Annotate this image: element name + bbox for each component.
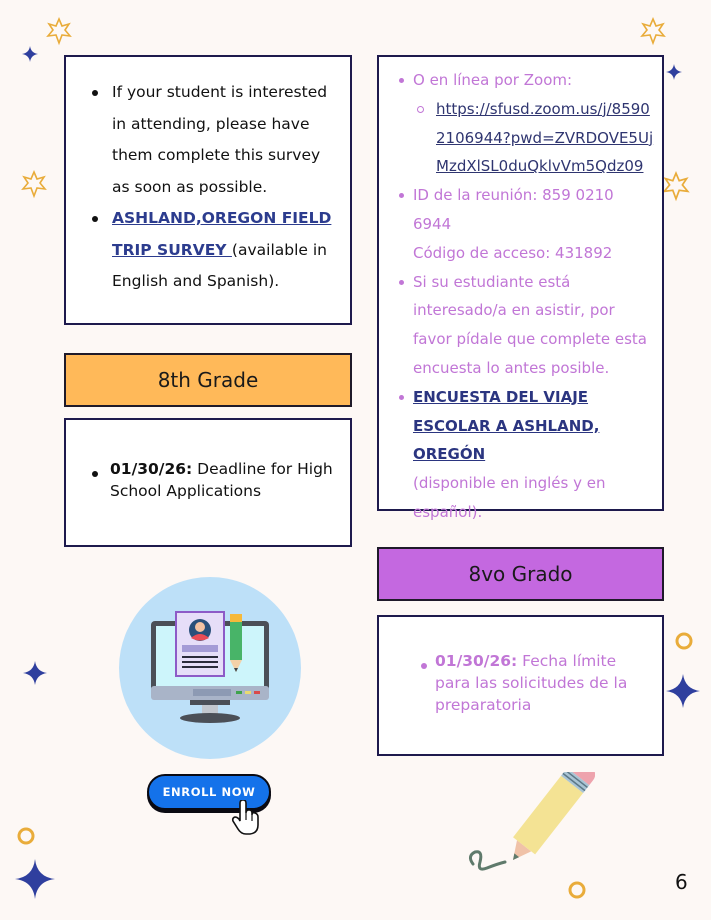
blue-sparkle-icon xyxy=(22,660,48,686)
blue-sparkle-icon xyxy=(14,858,56,900)
hand-pointer-icon xyxy=(231,800,261,836)
gold-star-icon xyxy=(638,16,668,46)
gold-star-icon xyxy=(660,170,692,202)
grade-header-spanish: 8vo Grado xyxy=(377,547,664,601)
gold-ring-icon xyxy=(16,826,36,846)
list-item: 01/30/26: Deadline for High School Applications xyxy=(86,458,336,502)
gold-star-icon xyxy=(19,169,49,199)
list-item xyxy=(411,95,655,181)
spanish-deadline-box xyxy=(377,615,664,756)
list-item: ID de la reunión: 859 0210 6944 Código de acceso: 431892 xyxy=(393,181,655,267)
gold-ring-icon xyxy=(674,631,694,651)
deadline-date: 01/30/26: xyxy=(435,652,518,670)
field-trip-survey-link[interactable]: ASHLAND,OREGON FIELD TRIP SURVEY xyxy=(112,209,332,259)
online-application-illustration xyxy=(118,576,302,760)
zoom-meeting-link[interactable]: https://sfusd.zoom.us/j/85902106944?pwd=ZVRDOVE5UjMzdXlSL0duQklvVm5Qdz09 xyxy=(436,99,654,176)
blue-sparkle-icon xyxy=(21,45,39,63)
blue-sparkle-icon xyxy=(665,63,683,81)
page-number: 6 xyxy=(675,870,688,894)
deadline-date: 01/30/26: xyxy=(110,460,193,478)
english-survey-box xyxy=(64,55,352,325)
gold-star-icon xyxy=(44,16,74,46)
english-deadline-box xyxy=(64,418,352,547)
spanish-survey-link[interactable]: ENCUESTA DEL VIAJE ESCOLAR A ASHLAND, OREGÓN xyxy=(413,387,600,464)
list-item: Si su estudiante está interesado/a en asistir, por favor pídale que complete esta encuesta lo antes posible. xyxy=(393,268,655,383)
grade-header-english: 8th Grade xyxy=(64,353,352,407)
spanish-survey-box xyxy=(377,55,664,521)
list-item: 01/30/26: Fecha límite para las solicitudes de la preparatoria xyxy=(415,650,635,716)
pencil-illustration xyxy=(465,772,595,882)
list-item: ASHLAND,OREGON FIELD TRIP SURVEY (available in English and Spanish). xyxy=(86,203,336,298)
blue-sparkle-icon xyxy=(665,673,701,709)
list-item: O en línea por Zoom: https://sfusd.zoom.us/j/85902106944?pwd=ZVRDOVE5UjMzdXlSL0duQklvVm5Qdz09 xyxy=(393,66,655,181)
list-item: If your student is interested in attending, please have them complete this survey as soon as possible. xyxy=(86,77,336,203)
gold-ring-icon xyxy=(567,880,587,900)
enroll-now-button[interactable]: ENROLL NOW xyxy=(147,774,271,810)
list-item: ENCUESTA DEL VIAJE ESCOLAR A ASHLAND, OREGÓN (disponible en inglés y en español). xyxy=(393,383,655,527)
